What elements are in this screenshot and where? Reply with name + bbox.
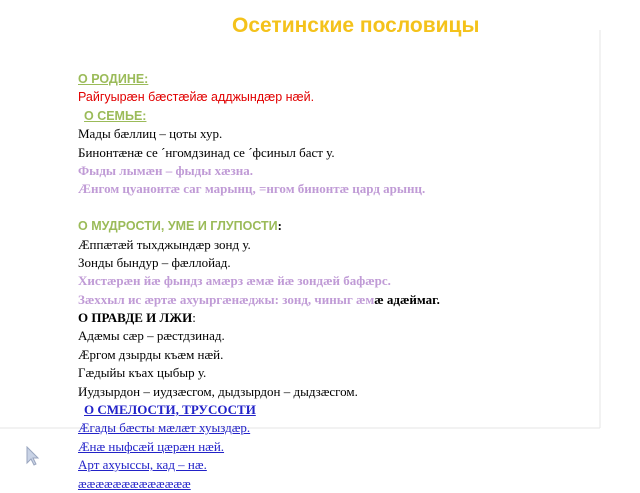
proverb-courage-3 [78,456,618,474]
proverb-wisdom-2 [78,254,618,272]
proverb-courage-4 [78,475,618,493]
section-heading-truth-colon: : [192,310,196,326]
proverb-homeland-1-a: Райгуырæн [78,90,149,105]
proverb-homeland-1-b: бæстæйæ адджындæр нæй. [148,90,315,105]
section-courage [78,401,618,419]
section-truth [78,309,618,327]
proverb-wisdom-1: Æппæтæй тыхджындæр зонд у. [78,236,251,252]
proverb-wisdom-2-a: Зонды бындур [78,254,162,270]
proverb-wisdom-3: Хистæрæн йæ фындз амæрз æмæ йæ зондæй бафæрс. [78,273,391,289]
proverb-truth-3: Гæдыйы къах цыбыр у. [78,365,207,381]
section-heading-courage: О СМЕЛОСТИ, ТРУСОСТИ [84,402,256,418]
section-homeland [78,70,618,88]
section-wisdom [78,217,618,235]
proverb-family-4: Æнгом цуанонтæ саг марынц, =нгом бинонтæ цард арынц. [78,181,426,197]
proverb-truth-4: Иудзырдон – иудзæсгом, дыдзырдон – дыдзæсгом. [78,383,358,399]
proverb-family-3: Фыды лымæн – фыды хæзна. [78,162,253,178]
section-heading-family: О СЕМЬЕ: [84,108,147,123]
proverb-family-1: Мады бæллиц – цоты хур. [78,126,223,142]
proverb-homeland-1 [78,88,618,106]
section-family [78,107,618,125]
proverb-family-2: Бинонтæнæ се ´нгомдзинад се ´фсиныл баст у. [78,144,335,160]
proverb-courage-1-text: Æгады бæсты мæлæт хуыздæр. [78,420,251,436]
section-heading-wisdom: О МУДРОСТИ, УМЕ И ГЛУПОСТИ [78,219,278,234]
proverb-truth-2: Æргом дзырды къæм нæй. [78,346,224,362]
proverb-courage-4-text: æææææææææææææ [78,475,191,491]
proverbs-body [78,70,618,493]
section-heading-truth: О ПРАВДЕ И ЛЖИ [78,310,193,326]
proverb-courage-3-text: Арт ахуыссы, кад – нæ. [78,457,207,473]
proverb-wisdom-4-a: Зæххыл ис æртæ ахуыргæнæджы: зонд, чиныг æм [78,291,375,307]
proverb-wisdom-2-b: – фæллойад. [161,254,231,270]
proverb-truth-1: Адæмы сæр – рæстдзинад. [78,328,225,344]
proverb-wisdom-4 [78,291,618,309]
proverb-courage-2-text: Æнæ ныфсæй цæрæн нæй. [78,438,225,454]
proverb-courage-2 [78,438,618,456]
section-heading-homeland: О РОДИНЕ: [78,72,149,86]
section-heading-wisdom-colon: : [277,218,282,234]
spacer [78,199,618,217]
page-title: Осетинские пословицы [232,14,480,37]
proverb-wisdom-4-b: æ адæймаг. [374,291,440,307]
mouse-pointer-icon [26,446,40,466]
proverb-courage-1 [78,419,618,437]
